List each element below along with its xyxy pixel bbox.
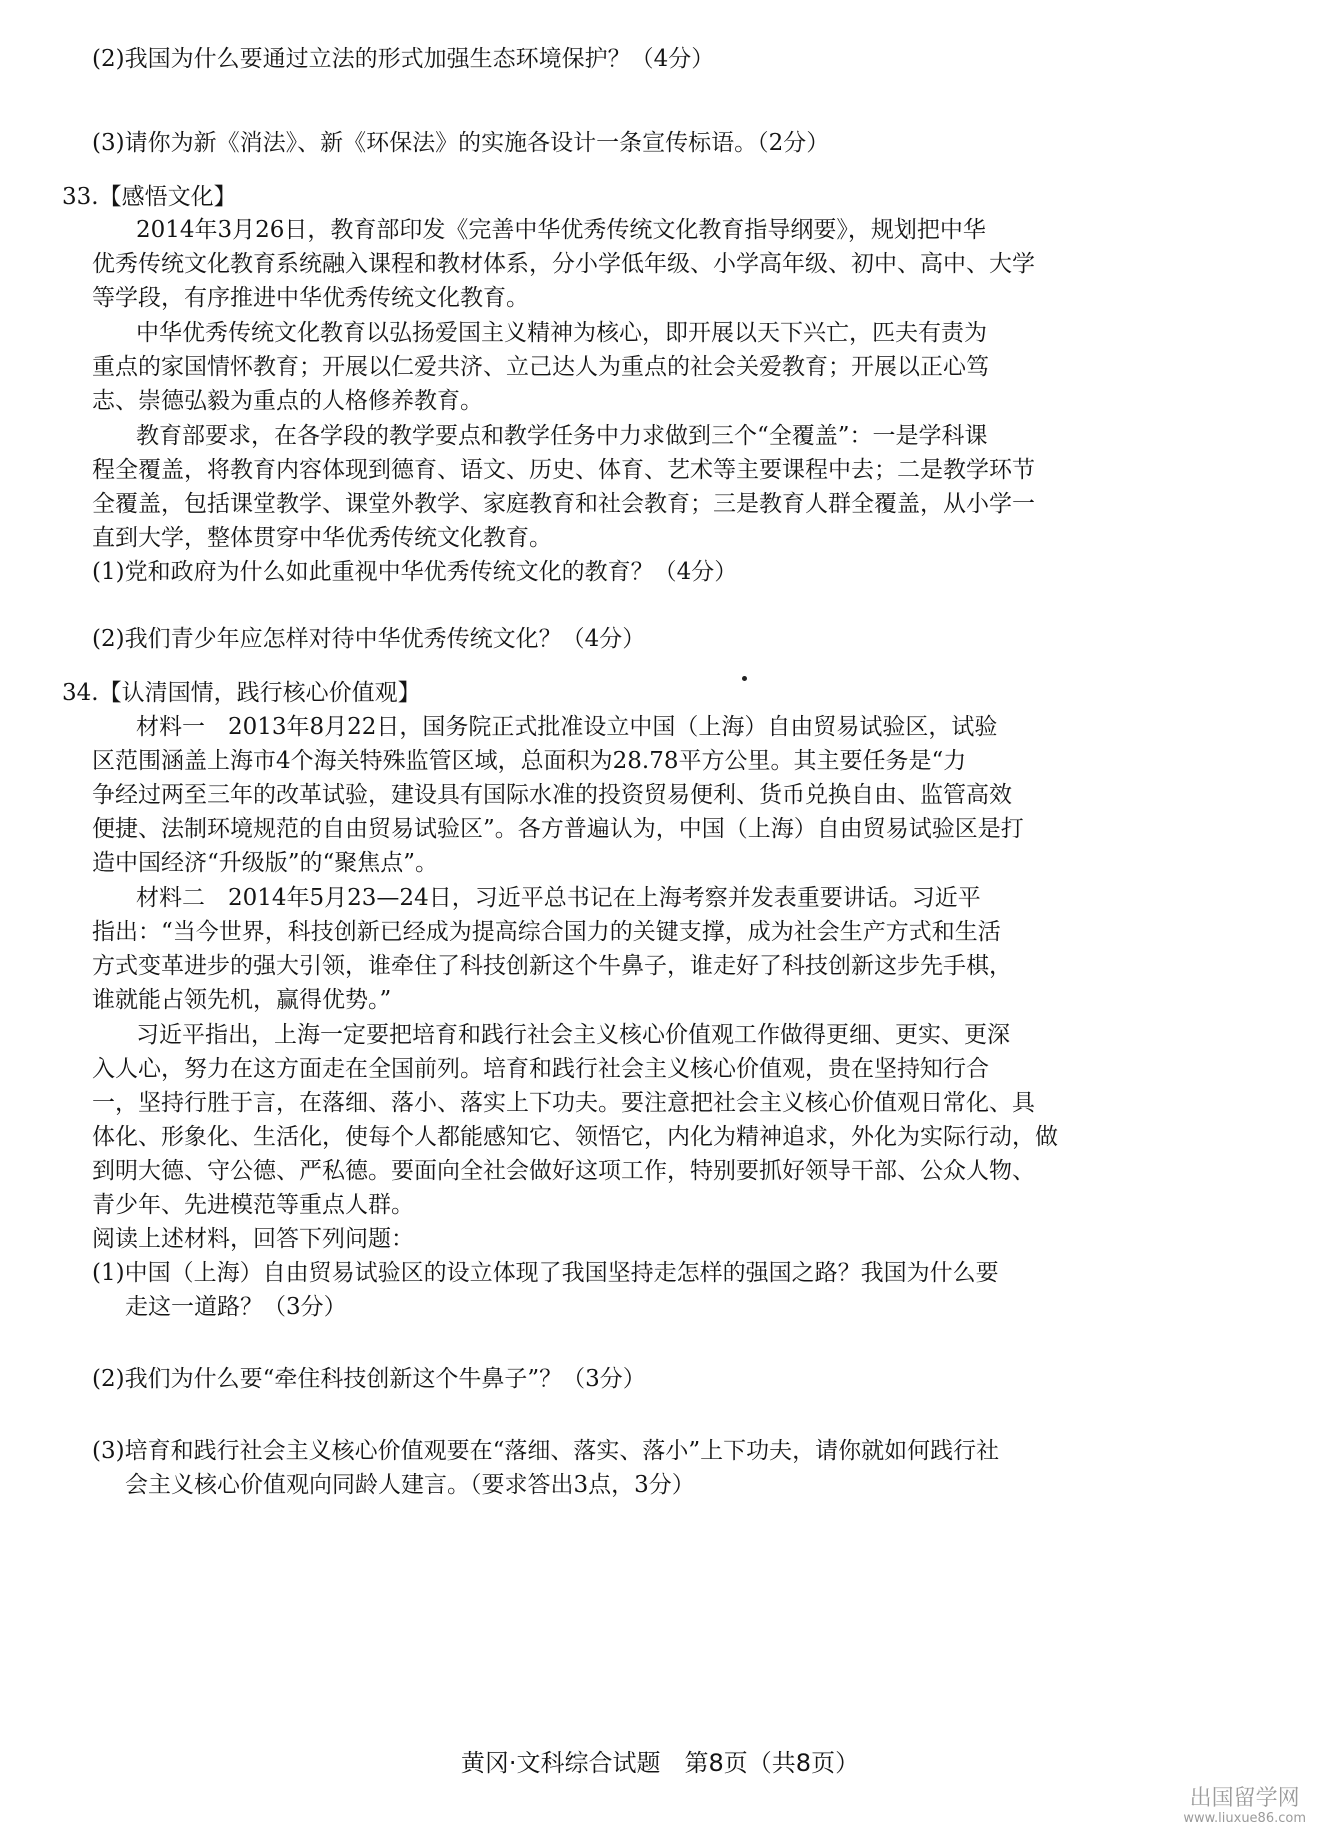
- q33-p1-line: 优秀传统文化教育系统融入课程和教材体系，分小学低年级、小学高年级、初中、高中、大学: [92, 251, 1035, 277]
- q34-m3-line: 体化、形象化、生活化，使每个人都能感知它、领悟它，内化为精神追求，外化为实际行动，做: [92, 1124, 1058, 1150]
- q34-m3-line: 青少年、先进模范等重点人群。: [92, 1192, 414, 1218]
- q32-sub2: (2)我国为什么要通过立法的形式加强生态环境保护？（4分）: [92, 46, 715, 72]
- q33-p3-line: 直到大学，整体贯穿中华优秀传统文化教育。: [92, 525, 552, 551]
- q33-p3-line: 教育部要求，在各学段的教学要点和教学任务中力求做到三个“全覆盖”：一是学科课: [136, 423, 988, 449]
- q33-p2-line: 中华优秀传统文化教育以弘扬爱国主义精神为核心，即开展以天下兴亡，匹夫有责为: [136, 320, 987, 346]
- q33-p3-line: 程全覆盖，将教育内容体现到德育、语文、历史、体育、艺术等主要课程中去；二是教学环节: [92, 457, 1035, 483]
- q34-m1-line: 争经过两至三年的改革试验，建设具有国际水准的投资贸易便利、货币兑换自由、监管高效: [92, 782, 1012, 808]
- watermark-url: www.liuxue86.com: [1183, 1811, 1306, 1826]
- q34-sub1-line: (1)中国（上海）自由贸易试验区的设立体现了我国坚持走怎样的强国之路？我国为什么要: [92, 1260, 999, 1286]
- q33-p1-line: 2014年3月26日，教育部印发《完善中华优秀传统文化教育指导纲要》，规划把中华: [136, 217, 986, 243]
- q33-p2-line: 志、崇德弘毅为重点的人格修养教育。: [92, 388, 483, 414]
- q34-m1-line: 材料一 2013年8月22日，国务院正式批准设立中国（上海）自由贸易试验区，试验: [136, 714, 998, 740]
- q34-m2-line: 指出：“当今世界，科技创新已经成为提高综合国力的关键支撑，成为社会生产方式和生活: [92, 919, 1001, 945]
- q34-sub3-line: 会主义核心价值观向同龄人建言。（要求答出3点，3分）: [125, 1472, 695, 1498]
- q34-m2-line: 方式变革进步的强大引领，谁牵住了科技创新这个牛鼻子，谁走好了科技创新这步先手棋，: [92, 953, 1012, 979]
- q34-sub3-line: (3)培育和践行社会主义核心价值观要在“落细、落实、落小”上下功夫，请你就如何践行社: [92, 1438, 1000, 1464]
- q33-p2-line: 重点的家国情怀教育；开展以仁爱共济、立己达人为重点的社会关爱教育；开展以正心笃: [92, 354, 989, 380]
- q34-m2-line: 材料二 2014年5月23—24日，习近平总书记在上海考察并发表重要讲话。习近平: [136, 885, 981, 911]
- q34-m2-line: 谁就能占领先机，赢得优势。”: [92, 987, 392, 1013]
- q33-sub2: (2)我们青少年应怎样对待中华优秀传统文化？（4分）: [92, 626, 646, 652]
- q32-sub3: (3)请你为新《消法》、新《环保法》的实施各设计一条宣传标语。（2分）: [92, 130, 830, 156]
- q34-sub2: (2)我们为什么要“牵住科技创新这个牛鼻子”？（3分）: [92, 1366, 646, 1392]
- q34-m3-line: 一，坚持行胜于言，在落细、落小、落实上下功夫。要注意把社会主义核心价值观日常化、具: [92, 1090, 1035, 1116]
- q34-sub1-line: 走这一道路？（3分）: [125, 1294, 347, 1320]
- q33-sub1: (1)党和政府为什么如此重视中华优秀传统文化的教育？（4分）: [92, 559, 738, 585]
- q34-m1-line: 造中国经济“升级版”的“聚焦点”。: [92, 850, 439, 876]
- q33-heading: 33.【感悟文化】: [62, 184, 237, 210]
- watermark-name: 出国留学网: [1189, 1786, 1300, 1811]
- q33-p1-line: 等学段，有序推进中华优秀传统文化教育。: [92, 285, 529, 311]
- q34-instruction: 阅读上述材料，回答下列问题：: [92, 1226, 414, 1252]
- q34-m3-line: 到明大德、守公德、严私德。要面向全社会做好这项工作，特别要抓好领导干部、公众人物、: [92, 1158, 1035, 1184]
- print-speck: [742, 676, 747, 681]
- q34-m1-line: 区范围涵盖上海市4个海关特殊监管区域，总面积为28.78平方公里。其主要任务是“力: [92, 748, 967, 774]
- q33-p3-line: 全覆盖，包括课堂教学、课堂外教学、家庭教育和社会教育；三是教育人群全覆盖，从小学一: [92, 491, 1035, 517]
- q34-m1-line: 便捷、法制环境规范的自由贸易试验区”。各方普遍认为，中国（上海）自由贸易试验区是打: [92, 816, 1024, 842]
- q34-m3-line: 习近平指出，上海一定要把培育和践行社会主义核心价值观工作做得更细、更实、更深: [136, 1022, 1010, 1048]
- q34-m3-line: 入人心，努力在这方面走在全国前列。培育和践行社会主义核心价值观，贵在坚持知行合: [92, 1056, 989, 1082]
- site-watermark: [1183, 1787, 1306, 1827]
- q34-heading: 34.【认清国情，践行核心价值观】: [62, 680, 421, 706]
- page-footer: 黄冈·文科综合试题 第8页（共8页）: [460, 1749, 860, 1777]
